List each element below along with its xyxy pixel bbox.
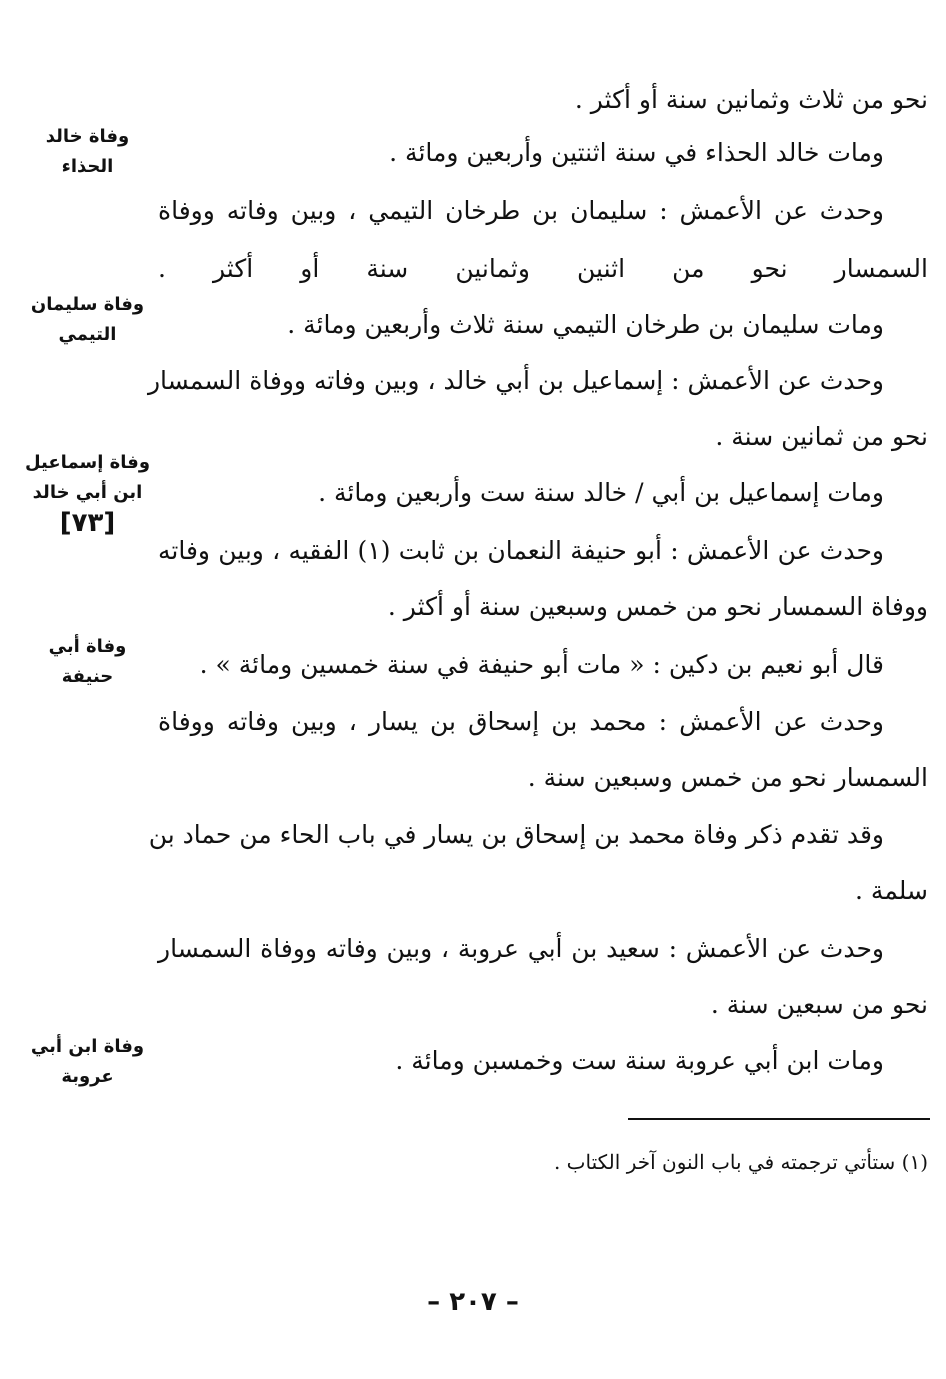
text-line-9: وحدث عن الأعمش : أبو حنيفة النعمان بن ثابت (١) الفقيه ، وبين وفاته — [158, 536, 884, 565]
page-number: – ٢٠٧ – — [427, 1287, 519, 1317]
text-line-10: ووفاة السمسار نحو من خمس وسبعين سنة أو أكثر . — [387, 592, 928, 621]
text-line-12: وحدث عن الأعمش : محمد بن إسحاق بن يسار ، وبين وفاته ووفاة — [158, 707, 884, 736]
margin-note-line: وفاة إسماعيل — [24, 452, 151, 473]
text-line-11: قال أبو نعيم بن دكين : « مات أبو حنيفة في سنة خمسين ومائة » . — [199, 650, 884, 679]
margin-note-ibn-abi-aruba — [20, 1032, 155, 1092]
footnote: (١) ستأتي ترجمته في باب النون آخر الكتاب . — [553, 1150, 928, 1174]
margin-note-line: وفاة أبي — [48, 636, 127, 657]
footnote-separator — [628, 1118, 930, 1120]
margin-note-khalid — [20, 122, 155, 182]
margin-note-abu-hanifa — [20, 632, 155, 692]
text-line-3: وحدث عن الأعمش : سليمان بن طرخان التيمي ، وبين وفاته ووفاة — [158, 196, 884, 225]
margin-note-line: الحذاء — [61, 156, 114, 177]
margin-note-line: حنيفة — [61, 666, 114, 687]
text-line-4: السمسار نحو من اثنين وثمانين سنة أو أكثر . — [158, 254, 928, 283]
text-line-14: وقد تقدم ذكر وفاة محمد بن إسحاق بن يسار في باب الحاء من حماد بن — [148, 820, 884, 849]
text-line-2: ومات خالد الحذاء في سنة اثنتين وأربعين ومائة . — [389, 138, 884, 167]
text-line-17: نحو من سبعين سنة . — [710, 990, 928, 1019]
margin-note-line: وفاة ابن أبي — [30, 1036, 145, 1057]
margin-note-ismail — [20, 448, 155, 538]
text-line-13: السمسار نحو من خمس وسبعين سنة . — [527, 763, 928, 792]
text-line-8: ومات إسماعيل بن أبي / خالد سنة ست وأربعين ومائة . — [318, 478, 884, 507]
margin-note-line: التيمي — [58, 324, 117, 345]
folio-marker: [٧٣] — [59, 508, 116, 538]
text-line-18: ومات ابن أبي عروبة سنة ست وخمسبن ومائة . — [395, 1046, 884, 1075]
margin-note-line: وفاة سليمان — [30, 294, 145, 315]
text-line-6: وحدث عن الأعمش : إسماعيل بن أبي خالد ، وبين وفاته ووفاة السمسار — [147, 366, 884, 395]
text-line-1: نحو من ثلاث وثمانين سنة أو أكثر . — [574, 85, 928, 114]
margin-note-line: عروبة — [61, 1066, 114, 1087]
margin-note-sulayman — [20, 290, 155, 350]
margin-note-line: ابن أبي خالد — [32, 482, 143, 503]
text-line-16: وحدث عن الأعمش : سعيد بن أبي عروبة ، وبين وفاته ووفاة السمسار — [158, 934, 884, 963]
text-line-15: سلمة . — [855, 876, 928, 905]
margin-note-line: وفاة خالد — [45, 126, 130, 147]
text-line-5: ومات سليمان بن طرخان التيمي سنة ثلاث وأربعين ومائة . — [287, 310, 884, 339]
text-line-7: نحو من ثمانين سنة . — [715, 422, 928, 451]
